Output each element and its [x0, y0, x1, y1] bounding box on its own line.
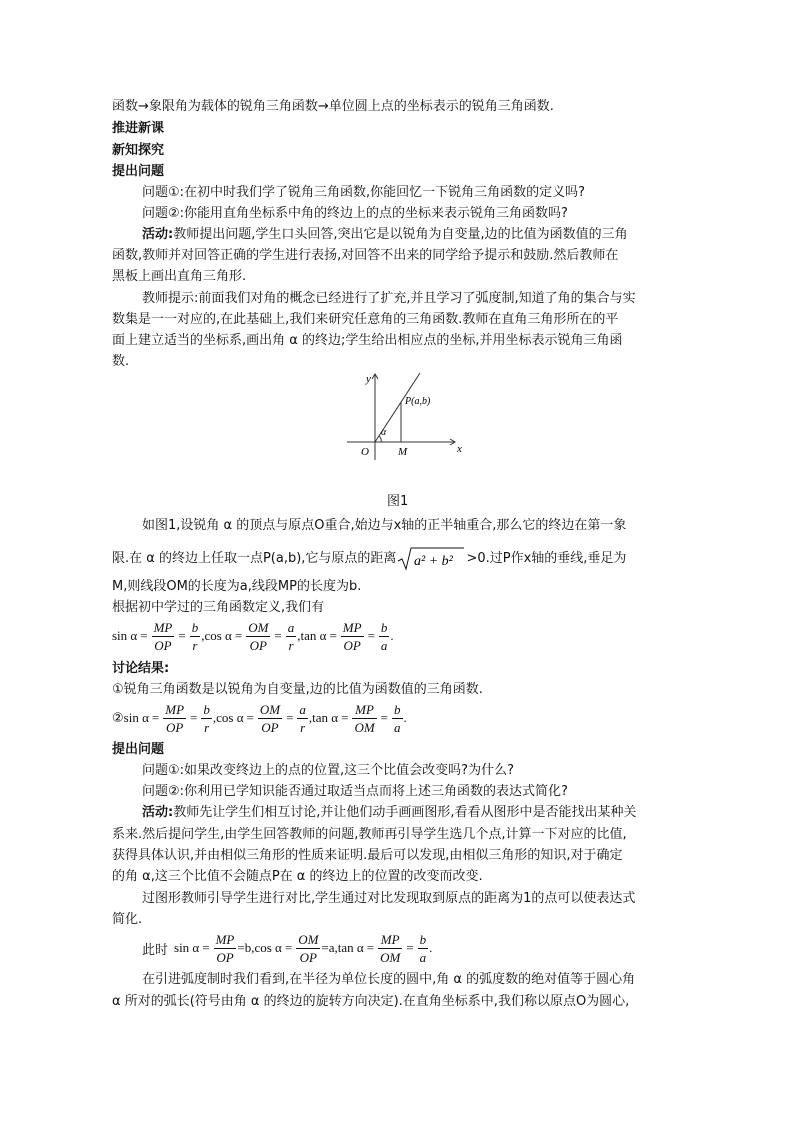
activity2-line-3: 获得具体认识,并由相似三角形的性质来证明.最后可以发现,由相似三角形的知识,对于确定: [112, 848, 623, 863]
tan-label: tan α: [300, 628, 327, 643]
fraction-a-r: $\frac{a}{r}$: [287, 619, 295, 653]
activity-line-2: 函数,教师并对回答正确的学生进行表扬,对回答不出来的同学给予提示和鼓励.然后教师在: [112, 248, 619, 263]
activity2-line-1: 活动:教师先让学生们相互讨论,并让他们动手画画图形,看看从图形中是否能找出某种关: [142, 805, 637, 820]
activity2-line-4: 的角 α,这三个比值不会随点P在 α 的终边上的位置的改变而改变.: [112, 869, 483, 884]
figure-caption: 图1: [387, 494, 409, 509]
activity-text: 教师提出问题,学生口头回答,突出它是以锐角为自变量,边的比值为函数值的三角: [173, 227, 628, 242]
label-alpha: α: [381, 427, 387, 438]
question-2-1: 问题①:如果改变终边上的点的位置,这三个比值会改变吗?为什么?: [142, 763, 514, 778]
discussion-heading: 讨论结果:: [112, 661, 170, 676]
fraction-b-r: $\frac{b}{r}$: [191, 619, 199, 653]
activity2-label: 活动:: [142, 805, 174, 820]
section-heading: 推进新课: [112, 121, 165, 136]
activity-line-3: 黑板上画出直角三角形.: [112, 269, 247, 284]
formula-row-2: ② sin α = $\frac{MP}{OP}$ = $\frac{b}{r}$ , cos α = $\frac{OM}{OP}$ = $\frac{a}{r}$ , tan α = $\frac{MP}{OM}$ = $\frac{b}{a}$ .: [112, 701, 407, 735]
intro-line: 函数→象限角为载体的锐角三角函数→单位圆上点的坐标表示的锐角三角函数.: [112, 99, 554, 114]
para2-text-a: 限.在 α 的终边上任取一点P(a,b),它与原点的距离: [112, 551, 397, 566]
para4-line-1: 在引进弧度制时我们看到,在半径为单位长度的圆中,角 α 的弧度数的绝对值等于圆心角: [142, 972, 636, 987]
sin-label: sin α: [112, 628, 138, 643]
question-1: 问题①:在初中时我们学了锐角三角函数,你能回忆一下锐角三角函数的定义吗?: [142, 185, 586, 200]
radical-sign: [396, 546, 466, 572]
activity2-line-2: 系来.然后提问学生,由学生回答教师的问题,教师再引导学生选几个点,计算一下对应的比值,: [112, 827, 627, 842]
formula3-prefix: 此时: [142, 942, 169, 958]
hint-line-1: 教师提示:前面我们对角的概念已经进行了扩充,并且学习了弧度制,知道了角的集合与实: [142, 291, 636, 306]
label-p: P(a,b): [405, 396, 431, 407]
label-o: O: [361, 446, 369, 458]
fraction-mp-op-2: $\frac{MP}{OP}$: [342, 619, 362, 653]
figure-1: [337, 370, 462, 465]
para2-line-1: 如图1,设锐角 α 的顶点与原点O重合,始边与x轴的正半轴重合,那么它的终边在第一象: [142, 518, 627, 533]
question-2: 问题②:你能用直角坐标系中角的终边上的点的坐标来表示锐角三角函数吗?: [142, 206, 568, 221]
label-y: y: [366, 373, 371, 385]
formula-row-3: 此时 sin α = $\frac{MP}{OP}$ =b , cos α = $\frac{OM}{OP}$ =a , tan α = $\frac{MP}{OM}$ = $\frac{b}{a}$ .: [142, 931, 433, 965]
label-m: M: [398, 446, 408, 458]
cos-label: cos α: [204, 628, 232, 643]
item2-marker: ②: [112, 710, 124, 726]
hint-line-2: 数集是一一对应的,在此基础上,我们来研究任意角的三角函数.教师在直角三角形所在的平: [112, 312, 619, 327]
para4-line-2: α 所对的弧长(符号由角 α 的终边的旋转方向决定).在直角坐标系中,我们称以原点O为圆心,: [112, 994, 630, 1009]
para2-line-2: [112, 546, 626, 572]
fraction-b-a: $\frac{b}{a}$: [380, 619, 388, 653]
fraction-mp-op: $\frac{MP}{OP}$: [153, 619, 173, 653]
sqrt-expression: [396, 546, 466, 572]
hint-line-3: 面上建立适当的坐标系,画出角 α 的终边;学生给出相应点的坐标,并用坐标表示锐角三角函: [112, 333, 623, 348]
fraction-om-op: $\frac{OM}{OP}$: [248, 619, 269, 653]
subsection-heading: 新知探究: [112, 143, 165, 158]
question-2-2: 问题②:你利用已学知识能否通过取适当点而将上述三角函数的表达式简化?: [142, 784, 568, 799]
activity-label: 活动:: [142, 227, 174, 242]
question-heading: 提出问题: [112, 164, 165, 179]
discussion-item-1: ①锐角三角函数是以锐角为自变量,边的比值为函数值的三角函数.: [112, 682, 483, 697]
label-x: x: [457, 443, 462, 455]
para2-line-3: M,则线段OM的长度为a,线段MP的长度为b.: [112, 579, 362, 594]
formula-row-1: sin α = $\frac{MP}{OP}$ = $\frac{b}{r}$ , cos α = $\frac{OM}{OP}$ = $\frac{a}{r}$ , tan α = $\frac{MP}{OP}$ = $\frac{b}{a}$ .: [112, 619, 394, 653]
para2-text-b: >0.过P作x轴的垂线,垂足为: [466, 551, 627, 566]
para3-line-2: 简化.: [112, 912, 143, 927]
para3-line-1: 过图形教师引导学生进行对比,学生通过对比发现取到原点的距离为1的点可以使表达式: [142, 891, 636, 906]
question-heading-2: 提出问题: [112, 742, 165, 757]
activity-line-1: [142, 225, 628, 245]
sqrt-body: a² + b²: [414, 554, 454, 569]
hint-line-4: 数.: [112, 354, 130, 369]
para2-line-4: 根据初中学过的三角函数定义,我们有: [112, 600, 325, 615]
